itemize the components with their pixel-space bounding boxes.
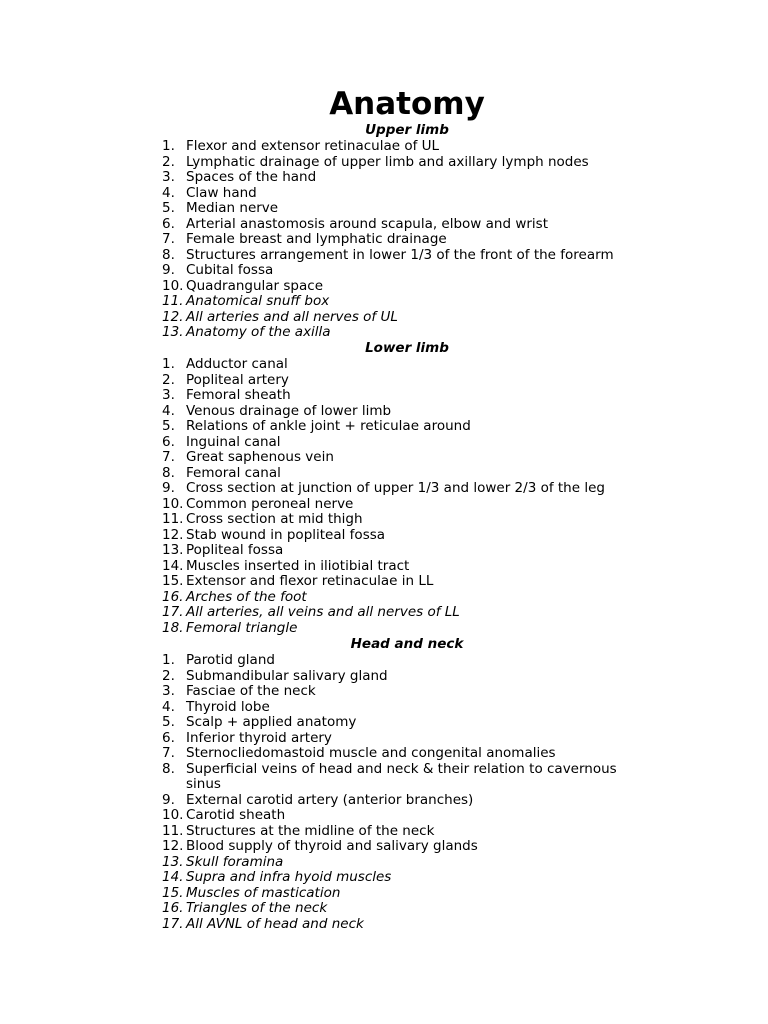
list-item-text: Spaces of the hand [186,169,317,185]
list-item-text: Supra and infra hyoid muscles [186,869,392,885]
list-item-number: 1. [162,356,175,372]
list-item-number: 4. [162,698,175,715]
list-item-text: Thyroid lobe [186,698,270,715]
list-item [162,669,646,685]
list-item-number: 8. [162,246,175,263]
list-item-text: Female breast and lymphatic drainage [186,231,447,247]
list-item-number: 11. [162,822,184,839]
list-item-number: 12. [162,526,184,543]
list-item-number: 14. [162,557,184,574]
list-item-text: All AVNL of head and neck [186,915,364,932]
list-item-number: 13. [162,324,184,340]
list-item-text: Popliteal fossa [186,542,284,558]
list-item-number: 1. [162,652,175,668]
list-item-number: 15. [162,573,184,589]
list-item-text: External carotid artery (anterior branches) [186,791,474,808]
list-item-number: 6. [162,433,175,450]
list-item-text: Common peroneal nerve [186,495,354,512]
list-item-text: Muscles inserted in iliotibial tract [186,557,410,574]
list-item-text: Parotid gland [186,652,275,668]
list-item-text: Great saphenous vein [186,449,334,465]
list-item [162,793,646,809]
list-item-number: 10. [162,277,184,294]
list-item [162,294,646,310]
list-item-text: Anatomical snuff box [186,293,330,309]
list-item-text: Muscles of mastication [186,884,341,901]
list-item-text: Skull foramina [186,853,284,870]
section-heading-upper-limb: Upper limb [365,122,449,138]
list-item-number: 4. [162,184,175,201]
list-item [162,901,646,917]
list-item-number: 4. [162,402,175,419]
list-item-number: 5. [162,200,175,216]
list-item-number: 6. [162,729,175,746]
list-item-text: Fasciae of the neck [186,683,316,699]
list-item-text: Femoral sheath [186,387,291,403]
list-item-text: Femoral triangle [186,619,298,636]
list-item [162,450,646,466]
list-item-text: Quadrangular space [186,277,323,294]
list-item [162,217,646,233]
list-item [162,155,646,171]
list-item [162,357,646,373]
list-item [162,731,646,747]
list-item-number: 11. [162,511,184,527]
head-and-neck-list [162,653,646,932]
list-item-text: Popliteal artery [186,371,289,388]
list-item [162,419,646,435]
list-item [162,139,646,155]
list-item-number: 2. [162,371,175,388]
list-item-text: Lymphatic drainage of upper limb and axillary lymph nodes [186,153,589,170]
list-item-text: Superficial veins of head and neck & their relation to cavernous sinus [186,760,617,792]
list-item [162,466,646,482]
list-item [162,201,646,217]
list-item-text: Submandibular salivary gland [186,667,388,684]
list-item [162,388,646,404]
list-item [162,746,646,762]
list-item-number: 2. [162,153,175,170]
list-item [162,605,646,621]
list-item-number: 14. [162,869,184,885]
lower-limb-list [162,357,646,636]
list-item-text: Inguinal canal [186,433,281,450]
section-heading-head-and-neck: Head and neck [350,636,464,652]
list-item [162,373,646,389]
list-item-number: 11. [162,293,184,309]
list-item-text: Relations of ankle joint + reticulae around [186,418,471,434]
list-item-number: 9. [162,791,175,808]
list-item [162,263,646,279]
list-item-number: 12. [162,308,184,325]
list-item [162,574,646,590]
list-item-text: Inferior thyroid artery [186,729,332,746]
list-item-number: 13. [162,542,184,558]
list-item-text: Claw hand [186,184,257,201]
list-item [162,870,646,886]
list-item-number: 8. [162,760,175,777]
list-item [162,715,646,731]
list-item-number: 16. [162,900,184,916]
list-item-number: 5. [162,418,175,434]
list-item [162,325,646,341]
list-item-number: 5. [162,714,175,730]
list-item-text: Arterial anastomosis around scapula, elbow and wrist [186,215,549,232]
list-item-number: 8. [162,464,175,481]
list-item-number: 7. [162,745,175,761]
list-item [162,435,646,451]
list-item [162,543,646,559]
list-item-text: Extensor and flexor retinaculae in LL [186,573,434,589]
list-item-text: Cubital fossa [186,262,274,278]
list-item-text: Adductor canal [186,356,288,372]
list-item-text: Stab wound in popliteal fossa [186,526,386,543]
list-item-text: Femoral canal [186,464,281,481]
list-item [162,404,646,420]
upper-limb-list [162,139,646,341]
list-item [162,481,646,497]
list-item-text: Cross section at mid thigh [186,511,363,527]
list-item-number: 18. [162,619,184,636]
list-item-text: All arteries, all veins and all nerves of LL [186,604,460,620]
list-item-number: 7. [162,449,175,465]
list-item-number: 15. [162,884,184,901]
list-item [162,497,646,513]
list-item [162,170,646,186]
list-item-text: Structures arrangement in lower 1/3 of the front of the forearm [186,246,614,263]
document-title: Anatomy [329,86,485,122]
list-item-text: Scalp + applied anatomy [186,714,357,730]
list-item [162,590,646,606]
list-item [162,512,646,528]
list-item [162,186,646,202]
list-item-text: Median nerve [186,200,279,216]
list-item [162,621,646,637]
list-item-number: 13. [162,853,184,870]
list-item-text: Cross section at junction of upper 1/3 and lower 2/3 of the leg [186,480,605,496]
list-item [162,232,646,248]
list-item-number: 9. [162,480,175,496]
list-item [162,248,646,264]
list-item-text: All arteries and all nerves of UL [186,308,398,325]
list-item-text: Arches of the foot [186,588,307,605]
list-item-number: 9. [162,262,175,278]
list-item-number: 3. [162,169,175,185]
list-item-number: 2. [162,667,175,684]
list-item [162,762,646,793]
list-item [162,279,646,295]
list-item [162,559,646,575]
list-item [162,700,646,716]
list-item-text: Flexor and extensor retinaculae of UL [186,138,440,154]
list-item [162,886,646,902]
list-item-text: Structures at the midline of the neck [186,822,435,839]
list-item-number: 10. [162,495,184,512]
section-heading-lower-limb: Lower limb [365,340,449,356]
list-item [162,310,646,326]
list-item [162,917,646,933]
list-item [162,684,646,700]
list-item-text: Anatomy of the axilla [186,324,331,340]
list-item-number: 3. [162,387,175,403]
list-item-text: Carotid sheath [186,807,286,823]
list-item-number: 17. [162,915,184,932]
list-item [162,824,646,840]
list-item-number: 12. [162,838,184,854]
list-item-text: Venous drainage of lower limb [186,402,392,419]
list-item-number: 17. [162,604,184,620]
list-item-number: 1. [162,138,175,154]
list-item [162,528,646,544]
list-item [162,808,646,824]
list-item-number: 3. [162,683,175,699]
list-item [162,653,646,669]
list-item [162,839,646,855]
list-item [162,855,646,871]
list-item-number: 16. [162,588,184,605]
list-item-text: Triangles of the neck [186,900,328,916]
list-item-number: 6. [162,215,175,232]
list-item-number: 10. [162,807,184,823]
list-item-number: 7. [162,231,175,247]
list-item-text: Sternocliedomastoid muscle and congenital anomalies [186,745,556,761]
list-item-text: Blood supply of thyroid and salivary glands [186,838,478,854]
